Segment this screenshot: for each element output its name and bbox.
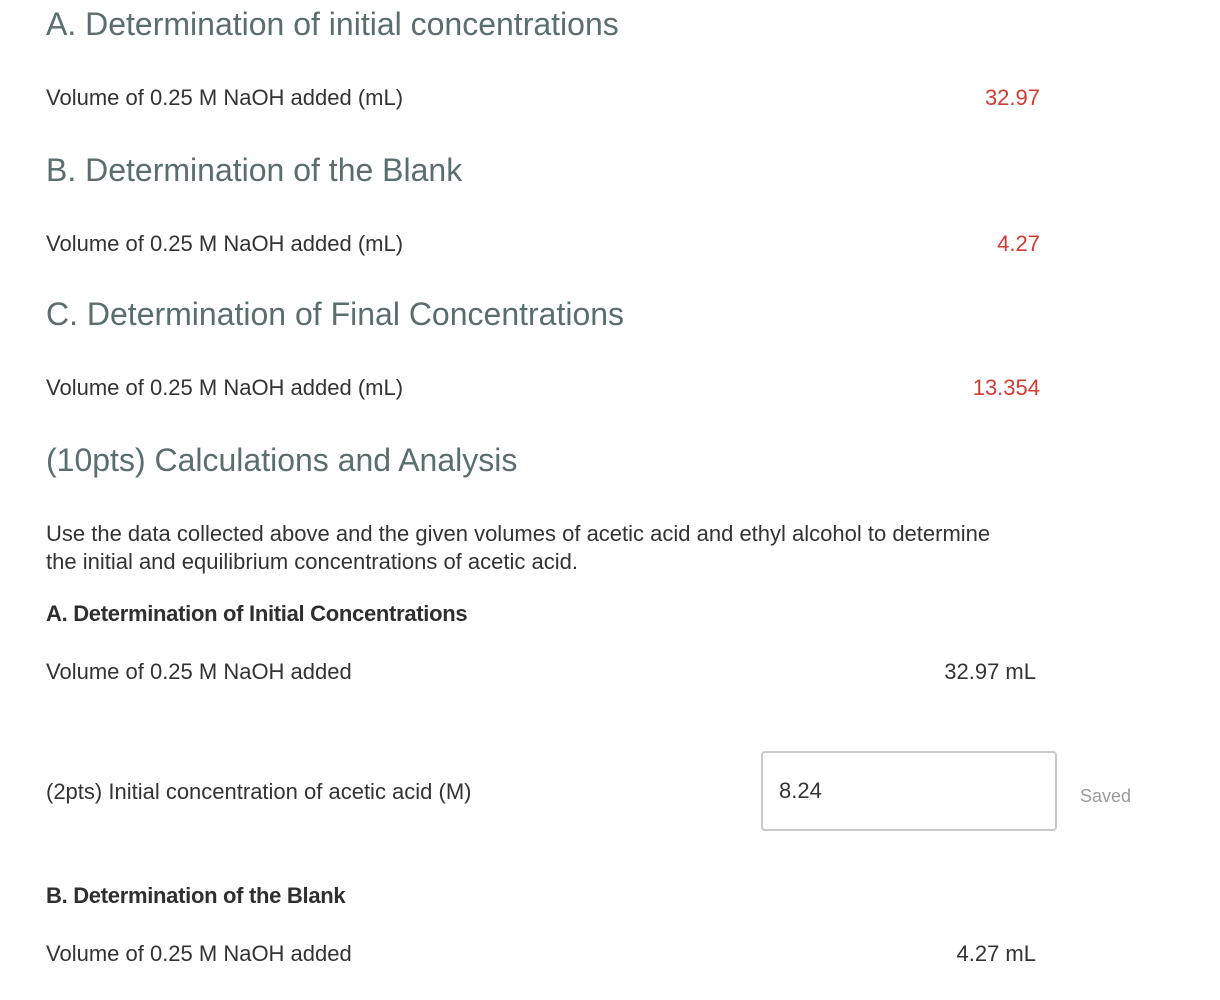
section-b-volume-value: 4.27 — [997, 231, 1040, 256]
blank-volume-label: Volume of 0.25 M NaOH added — [46, 941, 352, 966]
section-a-volume-label: Volume of 0.25 M NaOH added (mL) — [46, 85, 404, 110]
initial-concentration-question-label: (2pts) Initial concentration of acetic acid (M) — [46, 779, 472, 804]
calculations-title: (10pts) Calculations and Analysis — [46, 442, 518, 478]
initial-volume-label: Volume of 0.25 M NaOH added — [46, 659, 352, 684]
calculations-instructions: Use the data collected above and the given volumes of acetic acid and ethyl alcohol to determine the initial and equilibrium concentrations of acetic acid. — [46, 521, 991, 574]
initial-concentration-input[interactable] — [761, 751, 1057, 831]
saved-status: Saved — [1080, 786, 1132, 806]
section-c-title: C. Determination of Final Concentrations — [46, 296, 625, 332]
initial-concentrations-subheading: A. Determination of Initial Concentrations — [46, 601, 468, 626]
section-a-title: A. Determination of initial concentrations — [46, 6, 619, 42]
section-c-volume-value: 13.354 — [972, 375, 1040, 400]
section-c-volume-label: Volume of 0.25 M NaOH added (mL) — [46, 375, 404, 400]
blank-volume-value: 4.27 mL — [956, 941, 1036, 966]
section-b-volume-label: Volume of 0.25 M NaOH added (mL) — [46, 231, 404, 256]
blank-subheading: B. Determination of the Blank — [46, 883, 346, 908]
section-a-volume-value: 32.97 — [984, 85, 1040, 110]
initial-volume-value: 32.97 mL — [944, 659, 1036, 684]
section-b-title: B. Determination of the Blank — [46, 152, 463, 188]
